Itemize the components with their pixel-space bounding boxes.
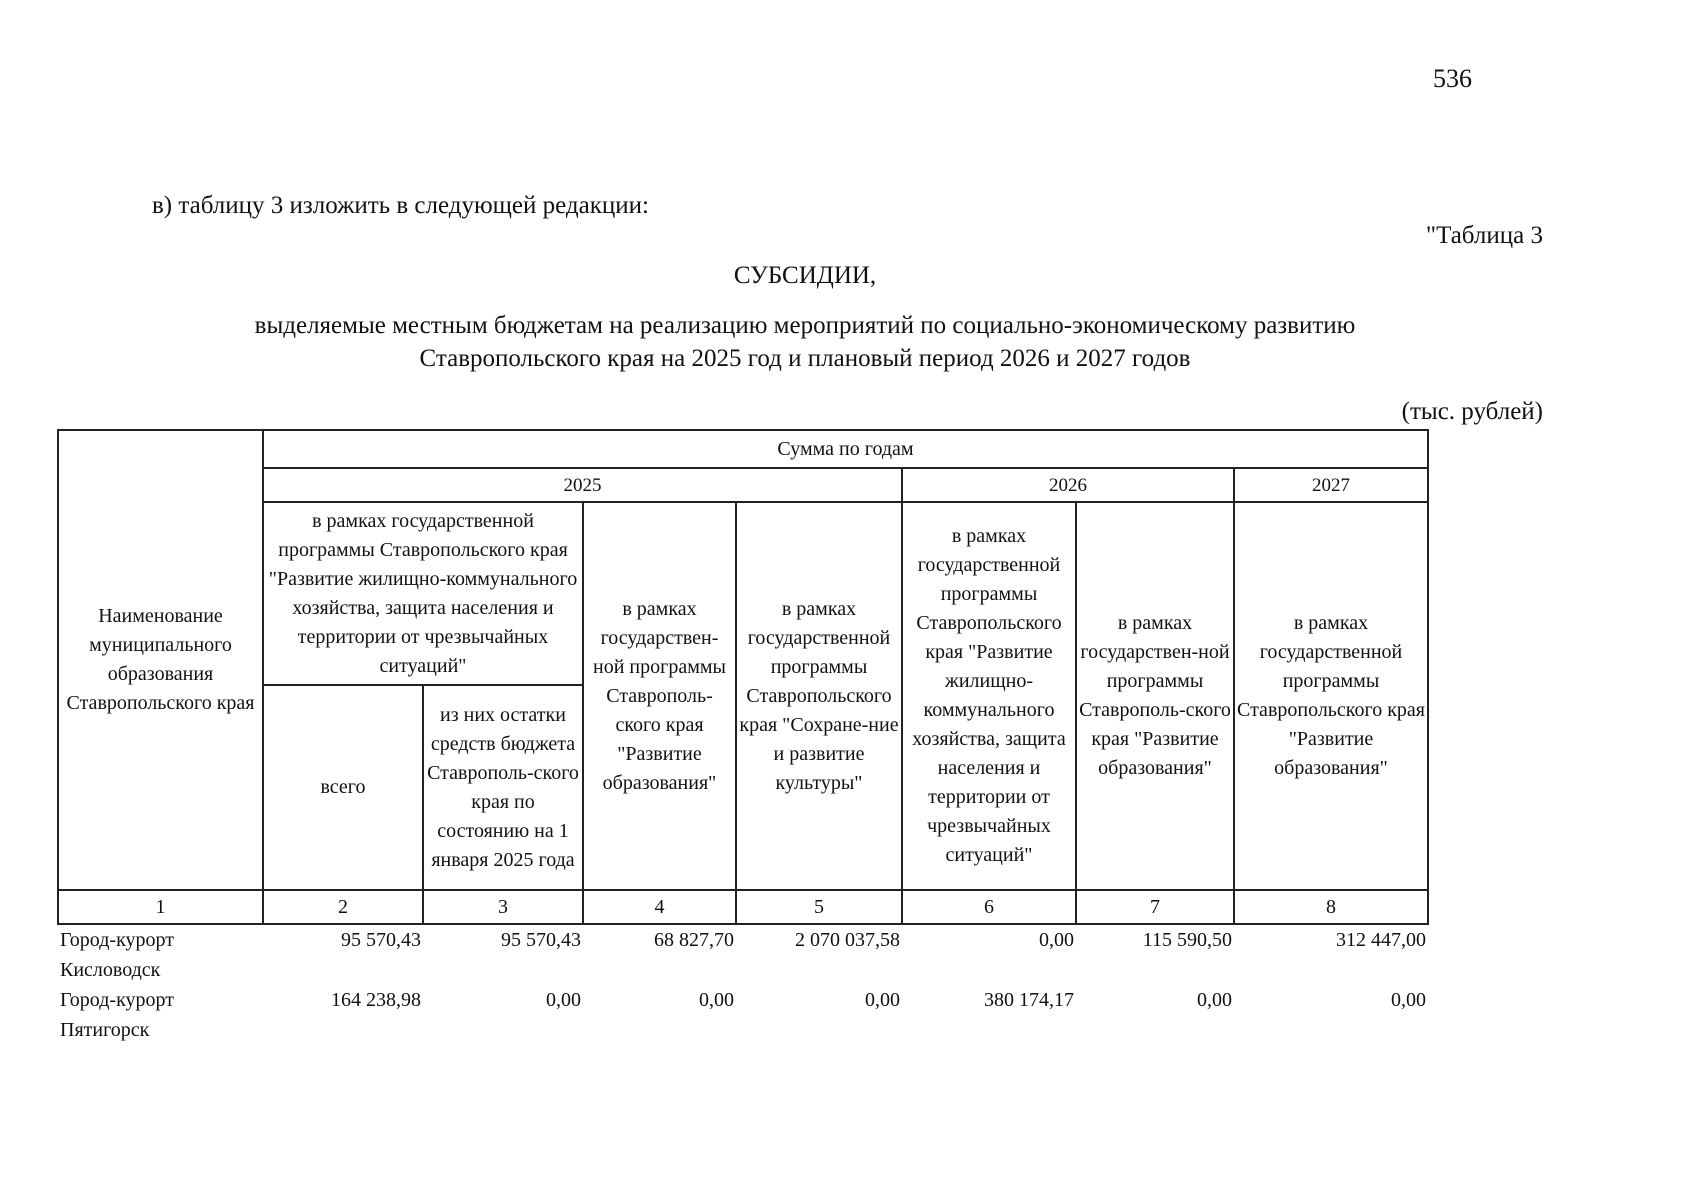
table-cell: 0,00 [1197, 989, 1232, 1011]
year-2025-header: 2025 [263, 468, 902, 502]
column-number: 3 [423, 890, 583, 924]
education-program-2025-header: в рамках государствен-ной программы Ставрополь-ского края "Развитие образования" [583, 502, 736, 890]
year-2027-header: 2027 [1234, 468, 1428, 502]
remainders-header: из них остатки средств бюджета Ставрополь-ского края по состоянию на 1 января 2025 года [423, 685, 583, 890]
housing-program-2025-header: в рамках государственной программы Ставропольского края "Развитие жилищно-коммунального хозяйства, защита населения и территории от чрезвычайных ситуаций" [263, 502, 583, 685]
document-subtitle [175, 309, 1435, 375]
total-header: всего [263, 685, 423, 890]
municipality-name: Город-курорт Пятигорск [60, 989, 174, 1041]
table-cell: 0,00 [546, 989, 581, 1011]
year-2026-header: 2026 [902, 468, 1234, 502]
table-cell: 115 590,50 [1142, 929, 1232, 951]
table-cell: 0,00 [1039, 929, 1074, 951]
column-number: 4 [583, 890, 736, 924]
column-number: 6 [902, 890, 1076, 924]
page-number: 536 [1433, 64, 1472, 93]
column-number: 5 [736, 890, 902, 924]
table-cell: 68 827,70 [654, 929, 734, 951]
subsidies-table [57, 429, 1429, 1046]
education-program-2027-header: в рамках государственной программы Ставропольского края "Развитие образования" [1234, 502, 1428, 890]
column-number: 1 [58, 890, 263, 924]
table-cell: 312 447,00 [1336, 929, 1426, 951]
column-numbers-row [58, 890, 1428, 924]
sum-by-years-header: Сумма по годам [263, 430, 1428, 468]
table-label: "Таблица 3 [1425, 222, 1543, 249]
table-row [58, 985, 1428, 1046]
table-cell: 0,00 [699, 989, 734, 1011]
column-number: 2 [263, 890, 423, 924]
table-cell: 164 238,98 [331, 989, 421, 1011]
housing-program-2026-header: в рамках государственной программы Ставропольского края "Развитие жилищно-коммунального хозяйства, защита населения и территории от чрезвычайных ситуаций" [902, 502, 1076, 890]
subtitle-line-2: Ставропольского края на 2025 год и плановый период 2026 и 2027 годов [419, 345, 1191, 372]
column-number: 7 [1076, 890, 1234, 924]
table-cell: 0,00 [1391, 989, 1426, 1011]
table-row [58, 924, 1428, 985]
table-cell: 2 070 037,58 [795, 929, 900, 951]
document-title: СУБСИДИИ, [733, 262, 877, 289]
culture-program-2025-header: в рамках государственной программы Ставропольского края "Сохране-ние и развитие культуры" [736, 502, 902, 890]
education-program-2026-header: в рамках государствен-ной программы Ставрополь-ского края "Развитие образования" [1076, 502, 1234, 890]
subtitle-line-1: выделяемые местным бюджетам на реализацию мероприятий по социально-экономическому развитию [254, 312, 1356, 339]
municipality-header: Наименование муниципального образования Ставропольского края [58, 430, 263, 890]
table-cell: 380 174,17 [984, 989, 1074, 1011]
table-cell: 0,00 [865, 989, 900, 1011]
municipality-name: Город-курорт Кисловодск [60, 929, 174, 981]
table-cell: 95 570,43 [501, 929, 581, 951]
intro-text: в) таблицу 3 изложить в следующей редакции: [152, 192, 649, 219]
units-label: (тыс. рублей) [1401, 398, 1543, 425]
column-number: 8 [1234, 890, 1428, 924]
table-cell: 95 570,43 [341, 929, 421, 951]
